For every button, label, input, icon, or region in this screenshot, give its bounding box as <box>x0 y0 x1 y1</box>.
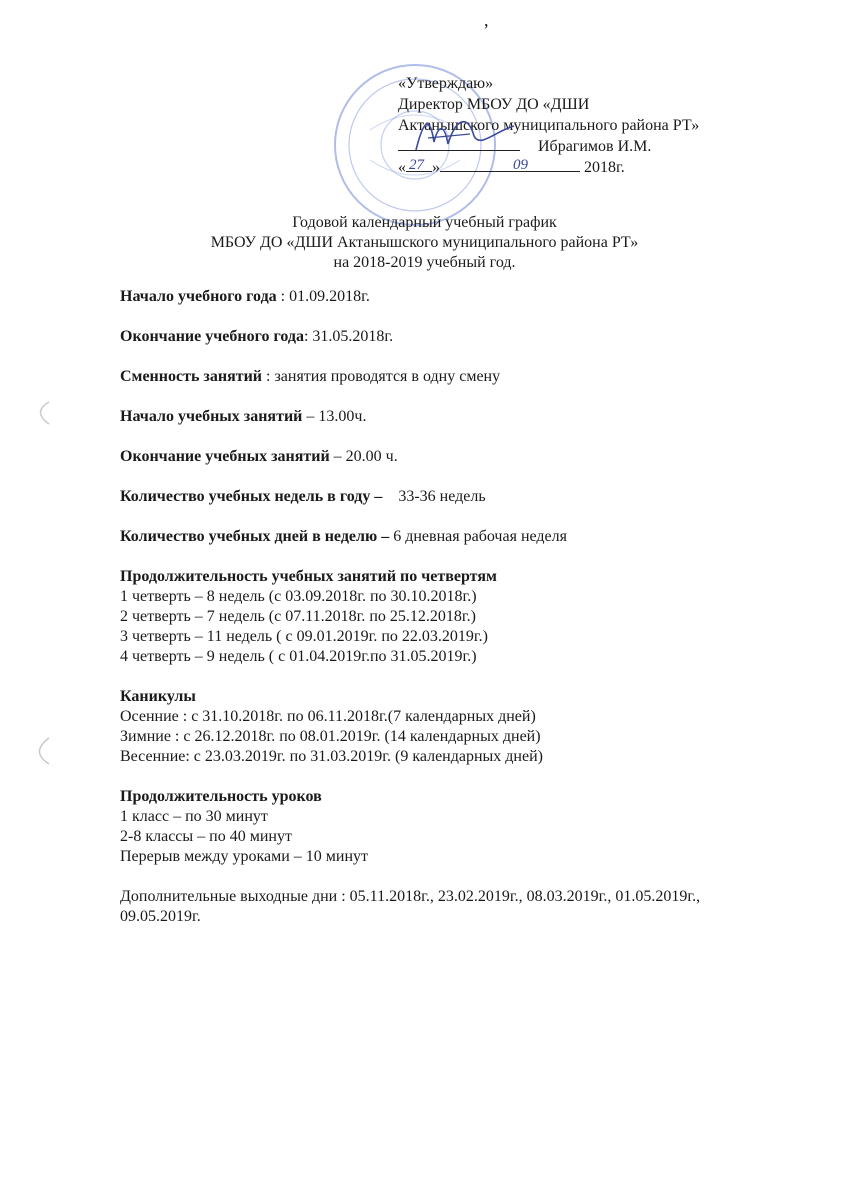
document-title <box>0 213 849 273</box>
start-classes-line <box>120 407 810 427</box>
holiday-spring: Весенние: с 23.03.2019г. по 31.03.2019г. (9 календарных дней) <box>120 748 543 765</box>
end-year-line <box>120 327 810 347</box>
title-line2: МБОУ ДО «ДШИ Актанышского муниципального района РТ» <box>210 234 639 251</box>
punch-hole-mark <box>14 392 54 432</box>
extra-days-off: Дополнительные выходные дни : 05.11.2018г., 23.02.2019г., 08.03.2019г., 01.05.2019г., 09.05.2019г. <box>120 888 701 925</box>
director-name: Ибрагимов И.М. <box>538 138 652 155</box>
date-month-blank <box>440 171 580 172</box>
title-line1: Годовой календарный учебный график <box>292 214 557 231</box>
quarter-2: 2 четверть – 7 недель (с 07.11.2018г. по 25.12.2018г.) <box>120 608 476 625</box>
shifts-label: Сменность занятий <box>120 368 263 385</box>
shifts-line <box>120 367 810 387</box>
quarter-1: 1 четверть – 8 недель (с 03.09.2018г. по 30.10.2018г.) <box>120 588 477 605</box>
days-line <box>120 527 810 547</box>
date-year: 2018г. <box>584 159 625 176</box>
start-classes-label: Начало учебных занятий <box>120 408 303 425</box>
holiday-autumn: Осенние : с 31.10.2018г. по 06.11.2018г.(7 календарных дней) <box>120 708 536 725</box>
days-value: 6 дневная рабочая неделя <box>389 528 567 545</box>
holidays-heading: Каникулы <box>120 688 196 705</box>
end-classes-value: – 20.00 ч. <box>329 448 398 465</box>
weeks-value: 33-36 недель <box>382 488 486 505</box>
document-body <box>120 287 810 927</box>
weeks-label: Количество учебных недель в году – <box>120 488 383 505</box>
end-classes-label: Окончание учебных занятий <box>120 448 330 465</box>
title-line3: на 2018-2019 учебный год. <box>333 254 516 271</box>
director-position-line1: Директор МБОУ ДО «ДШИ <box>398 96 590 113</box>
start-year-label: Начало учебного года <box>120 288 277 305</box>
lesson-grades2-8: 2-8 классы – по 40 минут <box>120 828 292 845</box>
date-quote-open: « <box>398 159 406 176</box>
shifts-value: : занятия проводятся в одну смену <box>262 368 501 385</box>
handwritten-signature <box>410 108 520 158</box>
end-classes-line <box>120 447 810 467</box>
holiday-winter: Зимние : с 26.12.2018г. по 08.01.2019г. (14 календарных дней) <box>120 728 541 745</box>
stray-mark: , <box>484 10 489 30</box>
date-quote-close: » <box>432 159 440 176</box>
start-classes-value: – 13.00ч. <box>302 408 367 425</box>
approval-date-row <box>398 157 699 178</box>
start-year-line <box>120 287 810 307</box>
days-label: Количество учебных дней в неделю – <box>120 528 390 545</box>
end-year-value: : 31.05.2018г. <box>303 328 394 345</box>
lesson-grade1: 1 класс – по 30 минут <box>120 808 268 825</box>
director-position-line2: Актанышского муниципального района РТ» <box>398 117 700 134</box>
handwritten-month: 09 <box>513 157 528 173</box>
weeks-line <box>120 487 810 507</box>
quarter-3: 3 четверть – 11 недель ( с 09.01.2019г. по 22.03.2019г.) <box>120 628 488 645</box>
end-year-label: Окончание учебного года <box>120 328 304 345</box>
start-year-value: : 01.09.2018г. <box>276 288 370 305</box>
quarter-4: 4 четверть – 9 недель ( с 01.04.2019г.по 31.05.2019г.) <box>120 648 477 665</box>
approve-label: «Утверждаю» <box>398 75 494 92</box>
lessons-heading: Продолжительность уроков <box>120 788 322 805</box>
quarters-heading: Продолжительность учебных занятий по четвертям <box>120 568 497 585</box>
punch-hole-mark <box>14 732 54 772</box>
lesson-break: Перерыв между уроками – 10 минут <box>120 848 369 865</box>
handwritten-day: 27 <box>409 157 424 173</box>
